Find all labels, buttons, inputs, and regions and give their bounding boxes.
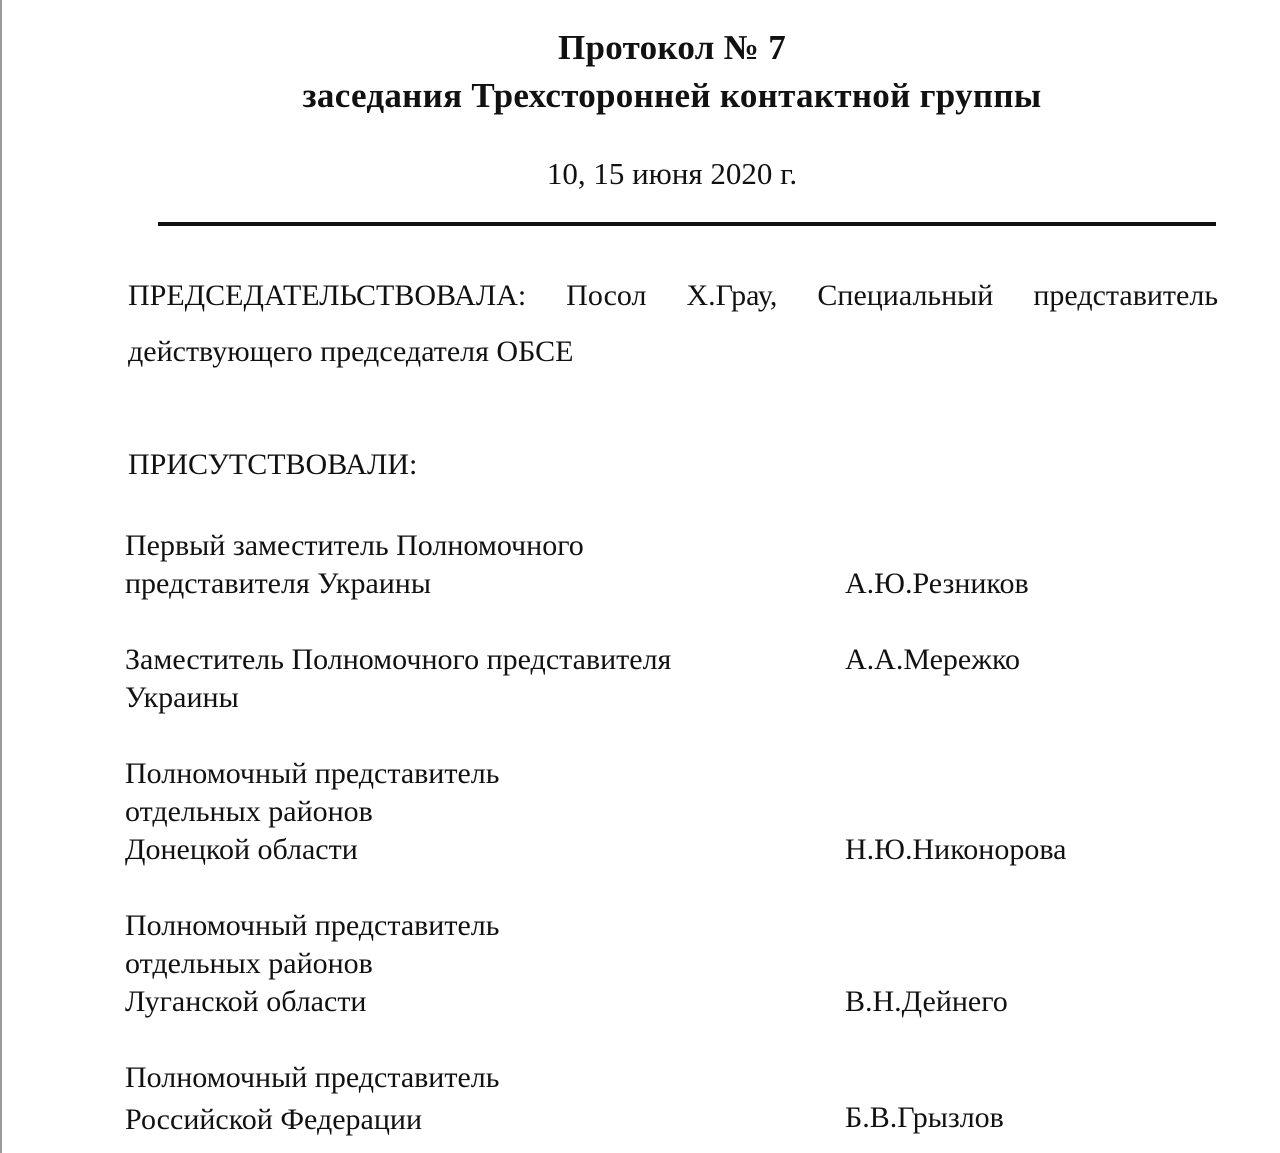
participant-3-position-line-2: отдельных районов: [125, 795, 373, 828]
participant-2-position-line-2: Украины: [125, 681, 239, 714]
document-date: 10, 15 июня 2020 г.: [546, 156, 798, 191]
participant-4-position-line-1: Полномочный представитель: [125, 909, 500, 942]
participant-3-name: Н.Ю.Никонорова: [845, 833, 1067, 866]
participant-5-position-line-1: Полномочный представитель: [125, 1061, 500, 1094]
participant-4-name: В.Н.Дейнего: [845, 985, 1008, 1018]
participant-1-position-line-2: представителя Украины: [125, 567, 432, 600]
participant-2-name: А.А.Мережко: [845, 643, 1021, 676]
chair-line-1: ПРЕДСЕДАТЕЛЬСТВОВАЛА: Посол Х.Грау, Специальный представитель: [128, 279, 1218, 312]
participant-4-position-line-2: отдельных районов: [125, 947, 373, 980]
header-divider: [158, 222, 1216, 226]
participant-5-name: Б.В.Грызлов: [845, 1101, 1004, 1134]
present-heading: ПРИСУТСТВОВАЛИ:: [128, 448, 418, 481]
chair-line-2: действующего председателя ОБСЕ: [128, 335, 574, 368]
participant-5-position-line-2: Российской Федерации: [125, 1103, 423, 1136]
document-subtitle: заседания Трехсторонней контактной группы: [302, 76, 1042, 115]
document-title: Протокол № 7: [557, 28, 787, 67]
participant-3-position-line-1: Полномочный представитель: [125, 757, 500, 790]
participant-1-position-line-1: Первый заместитель Полномочного: [125, 529, 584, 562]
participant-3-position-line-3: Донецкой области: [125, 833, 358, 866]
participant-4-position-line-3: Луганской области: [125, 985, 367, 1018]
participant-1-name: А.Ю.Резников: [845, 567, 1029, 600]
participant-2-position-line-1: Заместитель Полномочного представителя: [125, 643, 672, 676]
